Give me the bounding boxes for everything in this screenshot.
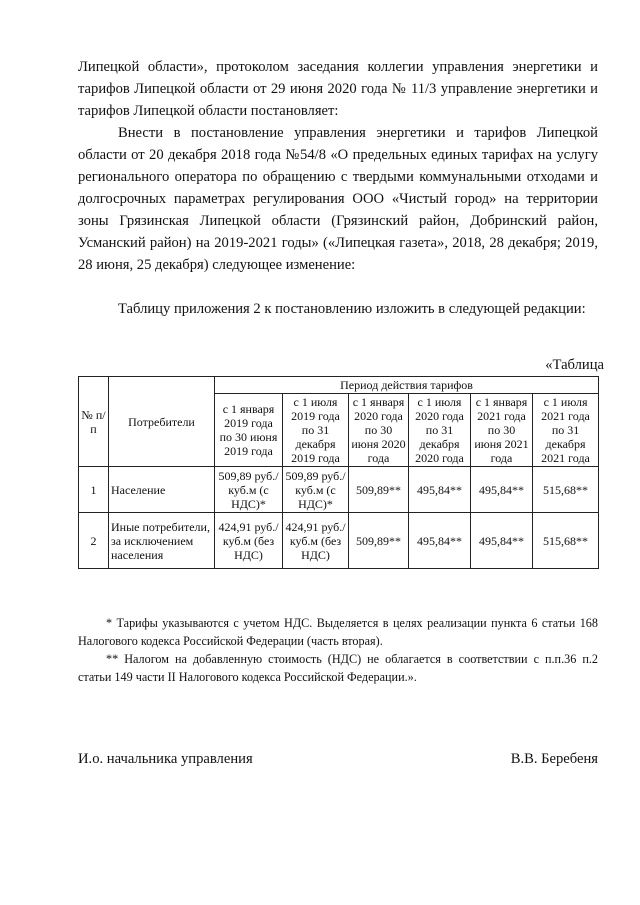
- row-value: 495,84**: [471, 513, 533, 569]
- row-consumer: Население: [109, 467, 215, 513]
- row-value: 509,89 руб./куб.м (с НДС)*: [215, 467, 283, 513]
- header-period-2: с 1 июля 2019 года по 31 декабря 2019 года: [283, 394, 349, 467]
- paragraph-table-intro: Таблицу приложения 2 к постановлению изложить в следующей редакции:: [118, 301, 586, 317]
- tariff-table: [78, 376, 599, 569]
- row-value: 495,84**: [409, 467, 471, 513]
- signature-position: И.о. начальника управления: [78, 751, 253, 767]
- row-value: 515,68**: [533, 513, 599, 569]
- header-period-5: с 1 января 2021 года по 30 июня 2021 года: [471, 394, 533, 467]
- row-value: 509,89**: [349, 513, 409, 569]
- header-num: № п/п: [79, 377, 109, 467]
- header-period-4: с 1 июля 2020 года по 31 декабря 2020 года: [409, 394, 471, 467]
- row-value: 509,89**: [349, 467, 409, 513]
- signature-name: В.В. Беребеня: [510, 751, 598, 767]
- paragraph-preamble: Липецкой области», протоколом заседания коллегии управления энергетики и тарифов Липецкой области от 29 июня 2020 года № 11/3 управление энергетики и тарифов Липецкой области постановляет:: [78, 59, 598, 119]
- header-period-6: с 1 июля 2021 года по 31 декабря 2021 года: [533, 394, 599, 467]
- row-consumer: Иные потребители, за исключением населения: [109, 513, 215, 569]
- table-row: [79, 467, 599, 513]
- row-value: 509,89 руб./куб.м (с НДС)*: [283, 467, 349, 513]
- row-value: 495,84**: [471, 467, 533, 513]
- header-period: Период действия тарифов: [215, 377, 599, 394]
- header-period-1: с 1 января 2019 года по 30 июня 2019 года: [215, 394, 283, 467]
- header-period-3: с 1 января 2020 года по 30 июня 2020 года: [349, 394, 409, 467]
- row-num: 1: [79, 467, 109, 513]
- row-num: 2: [79, 513, 109, 569]
- row-value: 424,91 руб./куб.м (без НДС): [283, 513, 349, 569]
- table-caption: «Таблица: [545, 357, 604, 373]
- footnote-vat-exempt: ** Налогом на добавленную стоимость (НДС) не облагается в соответствии с п.п.36 п.2 статьи 149 части II Налогового кодекса Российской Федерации.».: [78, 652, 598, 684]
- table-header-row: [79, 377, 599, 394]
- footnotes: [78, 614, 598, 686]
- footnote-vat-included: * Тарифы указываются с учетом НДС. Выделяется в целях реализации пункта 6 статьи 168 Налогового кодекса Российской Федерации (часть вторая).: [78, 616, 598, 648]
- header-consumers: Потребители: [109, 377, 215, 467]
- row-value: 424,91 руб./куб.м (без НДС): [215, 513, 283, 569]
- paragraph-amendment: Внести в постановление управления энергетики и тарифов Липецкой области от 20 декабря 2018 года №54/8 «О предельных единых тарифах на услугу регионального оператора по обращению с твердыми коммунальными отходами и долгосрочных параметрах регулирования ООО «Чистый город» на территории зоны Грязинская Липецкой области (Грязинский район, Добринский район, Усманский район) на 2019-2021 годы» («Липецкая газета», 2018, 28 декабря; 2019, 28 июня, 25 декабря) следующее изменение:: [78, 125, 598, 273]
- row-value: 515,68**: [533, 467, 599, 513]
- table-row: [79, 513, 599, 569]
- row-value: 495,84**: [409, 513, 471, 569]
